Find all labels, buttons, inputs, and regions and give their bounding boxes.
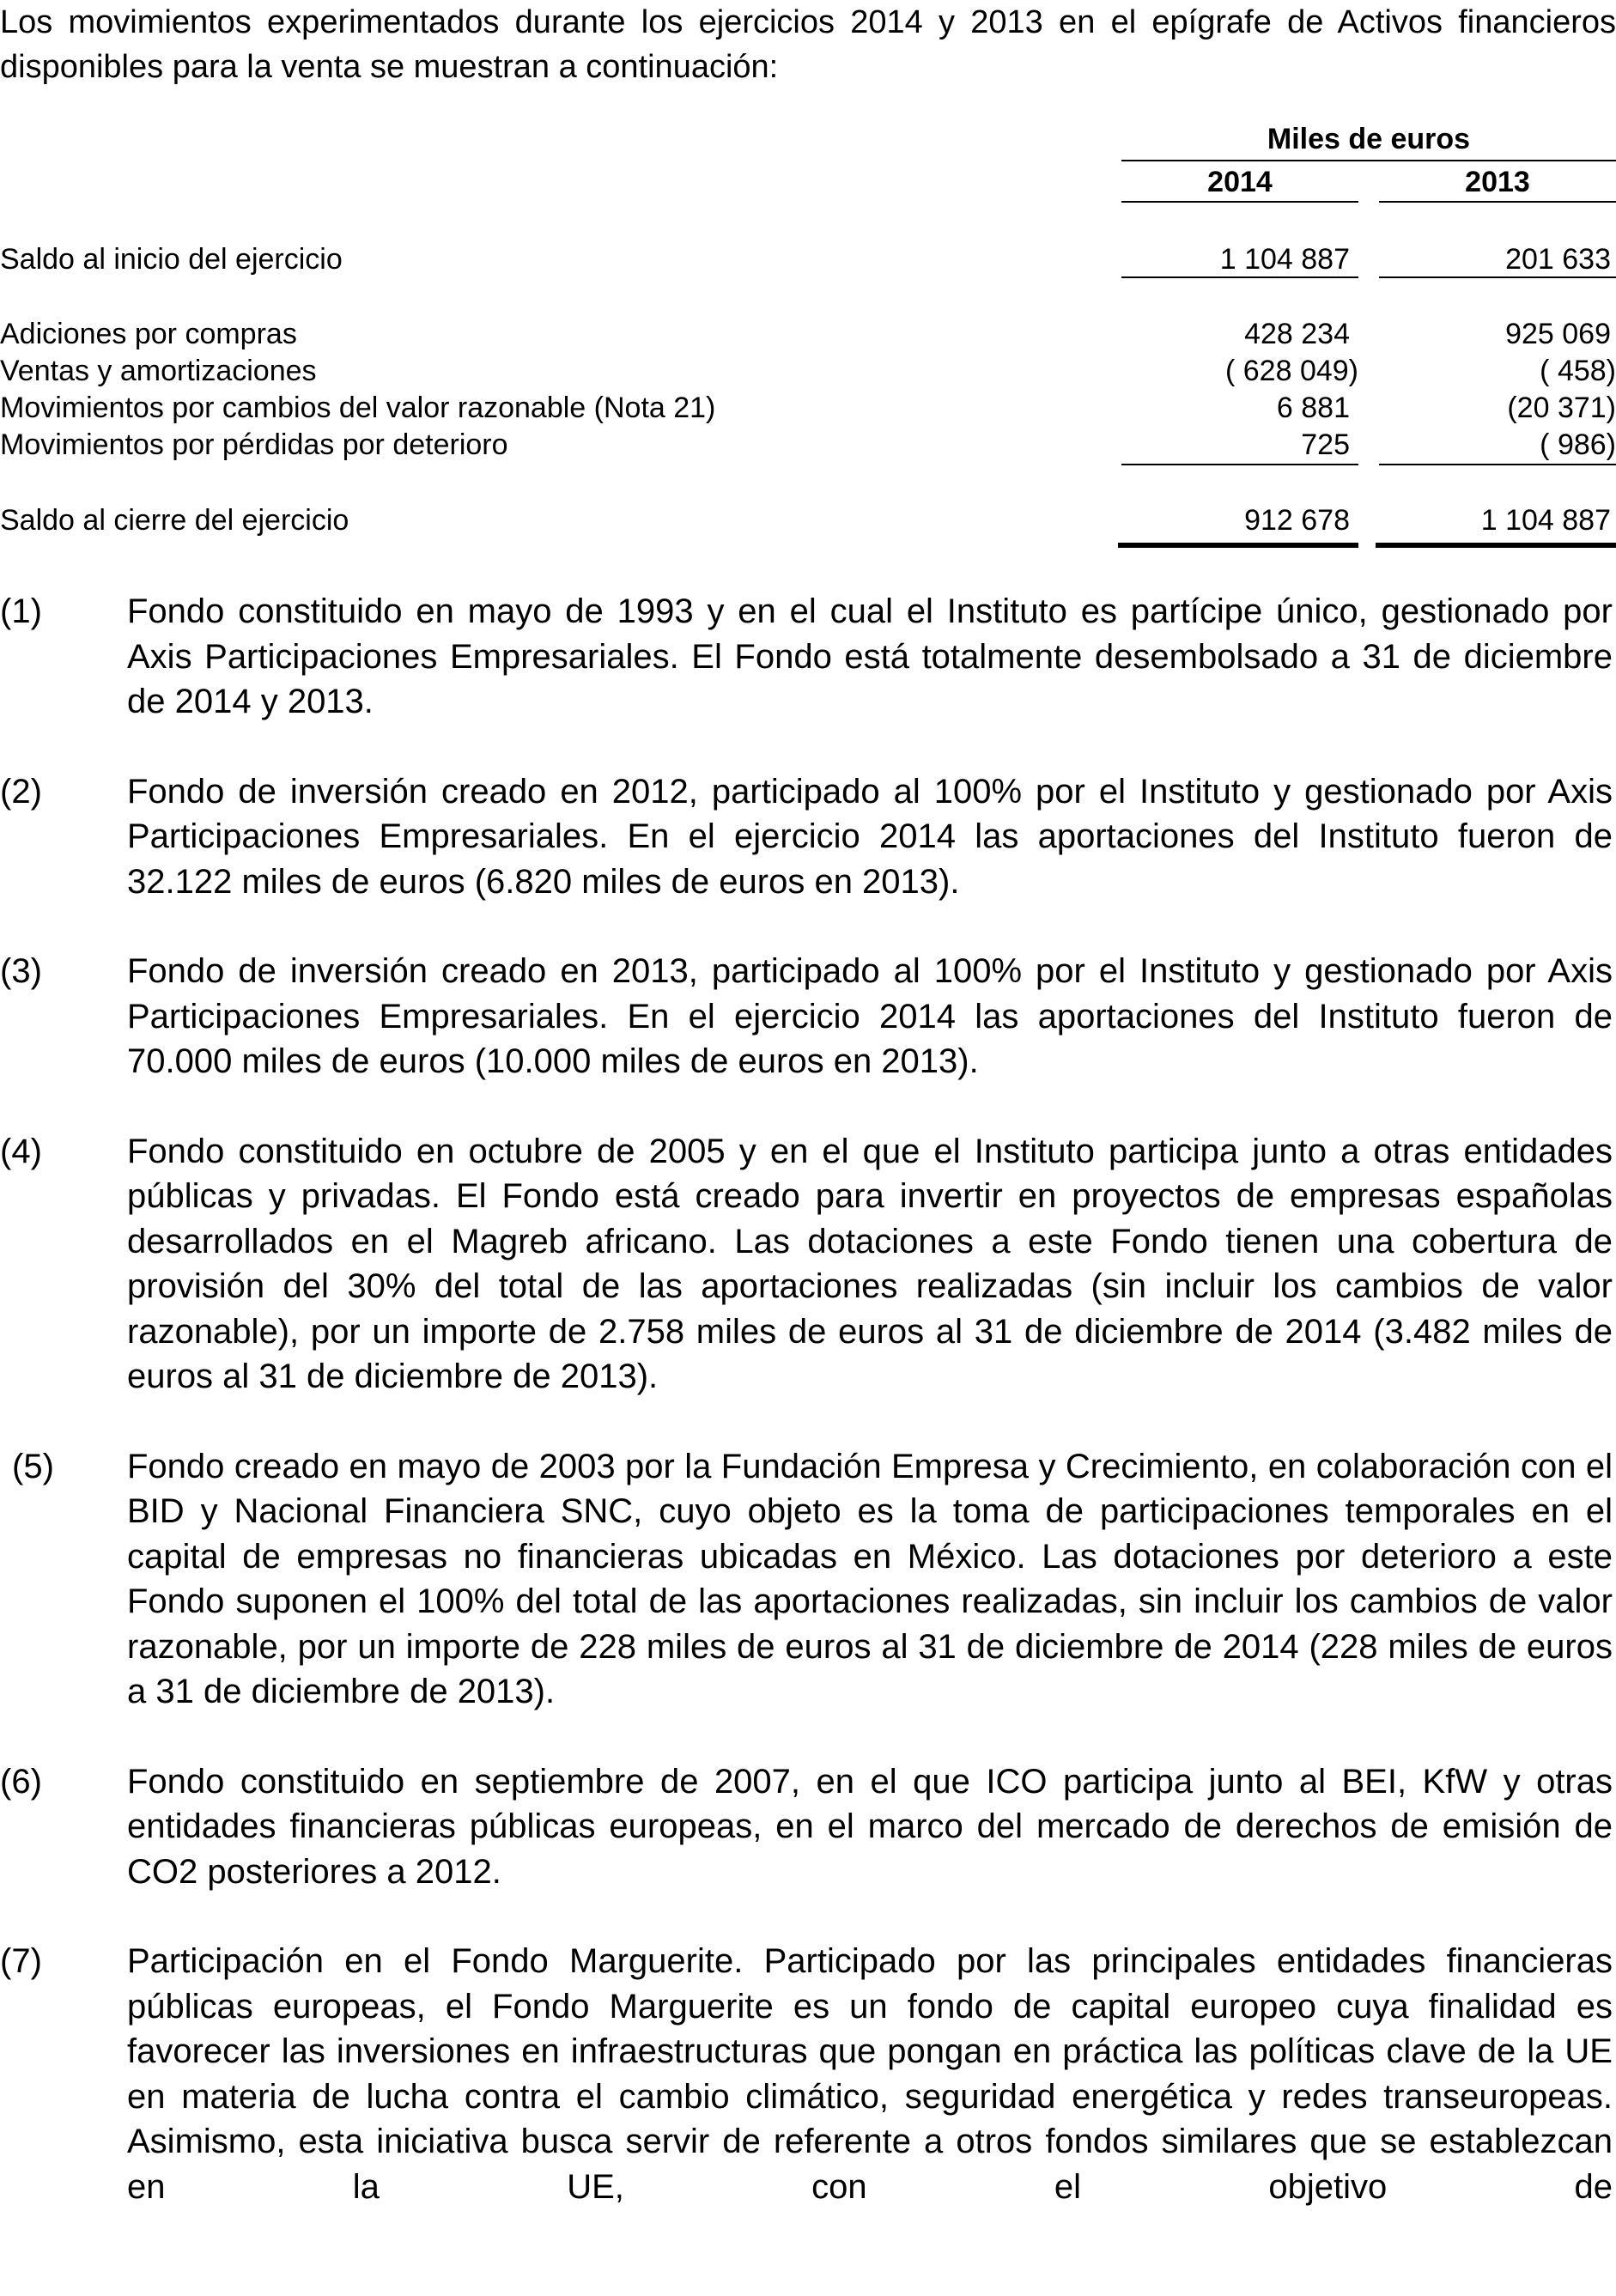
footnote — [0, 1444, 1616, 1715]
footnote-text: Fondo constituido en mayo de 1993 y en el cual el Instituto es partícipe único, gestionado por Axis Participaciones Empresariales. El Fondo está totalmente desembolsado a 31 de diciembre de 2014 y 2013. — [127, 592, 1613, 720]
footnote — [0, 1939, 1616, 2209]
footnote-number: (3) — [0, 952, 42, 990]
footnotes — [0, 589, 1616, 2254]
footnote-number: (7) — [0, 1942, 42, 1980]
row-label-sales: Ventas y amortizaciones — [0, 355, 317, 387]
value-2013-sales: ( 458) — [1540, 355, 1616, 387]
value-2014-opening-balance: 1 104 887 — [1219, 243, 1350, 276]
row-label-fair-value-changes: Movimientos por cambios del valor razonable (Nota 21) — [0, 392, 716, 424]
value-2013-fair-value-changes: (20 371) — [1507, 392, 1616, 424]
value-2014-impairment: 725 — [1301, 428, 1350, 461]
row-label-additions: Adiciones por compras — [0, 318, 297, 350]
footnote-number: (4) — [0, 1132, 42, 1170]
row-label-impairment: Movimientos por pérdidas por deterioro — [0, 428, 508, 461]
impairment-2014-rule — [1121, 464, 1358, 465]
footnote-text: Fondo de inversión creado en 2012, participado al 100% por el Instituto y gestionado por Axis Participaciones Empresariales. En el ejercicio 2014 las aportaciones del Instituto fueron de 32.122 miles de euros (6.820 miles de euros en 2013). — [127, 772, 1613, 901]
unit-header-rule — [1121, 160, 1616, 161]
col-header-2014: 2014 — [1207, 166, 1273, 198]
intro-paragraph: Los movimientos experimentados durante los ejercicios 2014 y 2013 en el epígrafe de Activos financieros disponibles para la venta se muestran a continuación: — [0, 4, 1616, 85]
footnote-text: Fondo constituido en septiembre de 2007, en el que ICO participa junto al BEI, KfW y otras entidades financieras públicas europeas, en el marco del mercado de derechos de emisión de CO2 posteriores a 2012. — [127, 1762, 1613, 1891]
row-label-opening-balance: Saldo al inicio del ejercicio — [0, 243, 343, 276]
movements-table — [0, 0, 1616, 567]
closing-2013-double-rule — [1376, 543, 1616, 548]
value-2013-additions: 925 069 — [1505, 318, 1611, 350]
closing-2014-double-rule — [1118, 543, 1358, 548]
value-2014-closing-balance: 912 678 — [1244, 504, 1350, 537]
value-2014-sales: ( 628 049) — [1225, 355, 1358, 387]
footnote-text: Fondo de inversión creado en 2013, participado al 100% por el Instituto y gestionado por Axis Participaciones Empresariales. En el ejercicio 2014 las aportaciones del Instituto fueron de 70.000 miles de euros (10.000 miles de euros en 2013). — [127, 952, 1613, 1080]
value-2013-closing-balance: 1 104 887 — [1480, 504, 1611, 537]
footnote-number: (2) — [0, 772, 42, 811]
opening-2013-rule — [1379, 276, 1616, 278]
footnote-text: Fondo creado en mayo de 2003 por la Fundación Empresa y Crecimiento, en colaboración con el BID y Nacional Financiera SNC, cuyo objeto es la toma de participaciones temporales en el capital de empresas no financieras ubicadas en México. Las dotaciones por deterioro a este Fondo suponen el 100% del total de las aportaciones realizadas, sin incluir los cambios de valor razonable, por un importe de 228 miles de euros al 31 de diciembre de 2014 (228 miles de euros a 31 de diciembre de 2013). — [127, 1447, 1613, 1710]
footnote-text: Fondo constituido en octubre de 2005 y en el que el Instituto participa junto a otras entidades públicas y privadas. El Fondo está creado para invertir en proyectos de empresas españolas desarrollados en el Magreb africano. Las dotaciones a este Fondo tienen una cobertura de provisión del 30% del total de las aportaciones realizadas (sin incluir los cambios de valor razonable), por un importe de 2.758 miles de euros al 31 de diciembre de 2014 (3.482 miles de euros al 31 de diciembre de 2013). — [127, 1132, 1613, 1395]
unit-header: Miles de euros — [1267, 123, 1471, 155]
footnote — [0, 769, 1616, 905]
footnote-text: Participación en el Fondo Marguerite. Participado por las principales entidades financieras públicas europeas, el Fondo Marguerite es un fondo de capital europeo cuya finalidad es favorecer las inversiones en infraestructuras que pongan en práctica las políticas clave de la UE en materia de lucha contra el cambio climático, seguridad energética y redes transeuropeas. Asimismo, esta iniciativa busca servir de referente a otros fondos similares que se establezcan en la UE, con el objetivo de — [127, 1942, 1613, 2206]
footnote-number: (5) — [12, 1447, 54, 1485]
opening-2014-rule — [1121, 276, 1358, 278]
col-header-2013-rule — [1379, 201, 1616, 203]
col-header-2013: 2013 — [1465, 166, 1530, 198]
value-2014-additions: 428 234 — [1244, 318, 1350, 350]
impairment-2013-rule — [1379, 464, 1616, 465]
footnote — [0, 949, 1616, 1084]
footnote-number: (1) — [0, 592, 42, 630]
footnote — [0, 1129, 1616, 1400]
col-header-2014-rule — [1121, 201, 1358, 203]
footnote — [0, 589, 1616, 725]
value-2013-impairment: ( 986) — [1540, 428, 1616, 461]
value-2014-fair-value-changes: 6 881 — [1276, 392, 1350, 424]
row-label-closing-balance: Saldo al cierre del ejercicio — [0, 504, 349, 537]
footnote-number: (6) — [0, 1762, 42, 1801]
value-2013-opening-balance: 201 633 — [1505, 243, 1611, 276]
footnote — [0, 1759, 1616, 1895]
